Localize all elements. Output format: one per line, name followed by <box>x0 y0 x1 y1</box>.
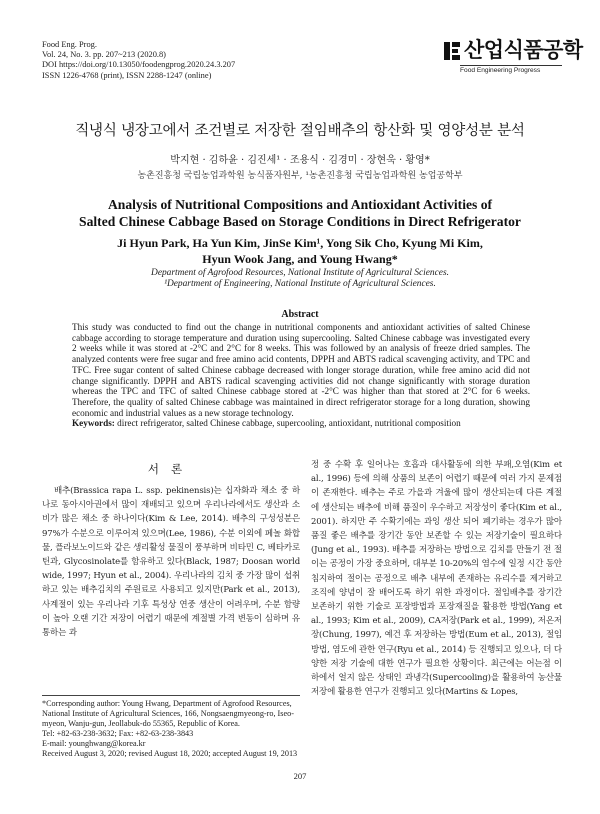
english-authors <box>0 236 600 267</box>
footnote-dates: Received August 3, 2020; revised August 18, 2020; accepted August 19, 2013 <box>42 749 298 758</box>
english-authors-line: Hyun Wook Jang, and Young Hwang* <box>202 251 398 266</box>
keywords <box>72 418 542 429</box>
korean-title: 직냉식 냉장고에서 조건별로 저장한 절임배추의 항산화 및 영양성분 분석 <box>75 123 525 139</box>
footnote-divider <box>42 695 300 696</box>
english-affiliation-line: ¹Department of Engineering, National Institute of Agricultural Sciences. <box>164 279 436 289</box>
journal-volume: Vol. 24, No. 3. pp. 207~213 (2020.8) <box>42 50 166 60</box>
section-heading-introduction: 서론 <box>147 462 195 476</box>
body-column-left <box>42 484 300 640</box>
keywords-list: direct refrigerator, salted Chinese cabbage, supercooling, antioxidant, nutritional composition <box>117 418 461 428</box>
logo-subtitle: Food Engineering Progress <box>460 67 541 74</box>
journal-logo <box>442 34 583 94</box>
english-authors-line: Ji Hyun Park, Ha Yun Kim, JinSe Kim¹, Yong Sik Cho, Kyung Mi Kim, <box>117 236 483 250</box>
body-paragraph: 배추(Brassica rapa L. ssp. pekinensis)는 십자화과 채소 중 하나로 동아시아권에서 많이 재배되고 있으며 우리나라에서도 생산과 소비가 많은 채소 중 하나이다(Kim & Lee, 2014). 배추의 구성성분은 97%가 수분으로 이루어져 있으며(Lee, 1986), 수분 이외에 페놀 화합물, 플라보노이드와 같은 생리활성 물질이 풍부하며 비타민 C, 베타카로틴과, Glycosinolate를 함유하고 있다(Black, 1987; Doosan world wide, 1997; Hyun et al., 2004). 우리나라의 김치 중 가장 많이 섭취하고 있는 배추김치의 주원료로 사용되고 있지만(Park et al., 2013), 사계절이 있는 우리나라 기후 특성상 연중 생산이 어려우며, 수분 함량이 높아 오랜 기간 저장이 어렵기 때문에 계절별 가격 변동이 심하며 유통하는 과 <box>42 486 300 639</box>
logo-mark-icon <box>442 40 462 62</box>
footnote-corresponding-author: *Corresponding author: Young Hwang, Department of Agrofood Resources, National Institute of Agricultural Sciences, 166, Nongsaengmyeong-ro, Iseo-myeon, Wanju-gun, Jeollabuk-do 55365, Republic of Korea. <box>42 699 294 728</box>
english-title-line: Salted Chinese Cabbage Based on Storage Conditions in Direct Refrigerator <box>79 214 521 229</box>
journal-info <box>42 40 235 81</box>
english-title-line: Analysis of Nutritional Compositions and Antioxidant Activities of <box>107 197 493 212</box>
journal-issn: ISSN 1226-4768 (print), ISSN 2288-1247 (online) <box>42 70 212 80</box>
english-affiliation-line: Department of Agrofood Resources, National Institute of Agricultural Sciences. <box>151 268 449 278</box>
logo-divider <box>460 65 562 66</box>
english-title <box>0 196 600 230</box>
abstract-heading: Abstract <box>281 309 319 320</box>
keywords-label: Keywords: <box>72 418 115 428</box>
korean-authors: 박지현 · 김하윤 · 김진세¹ · 조용식 · 김경미 · 장현욱 · 황영* <box>170 155 430 166</box>
footnote <box>42 699 300 759</box>
journal-doi: DOI https://doi.org/10.13050/foodengprog.2020.24.3.207 <box>42 60 236 70</box>
abstract-text: This study was conducted to find out the change in nutritional components and antioxidant activities of salted Chinese cabbage according to storage temperature and duration using supercooling. Salted Chinese cabbage was investigated every 2 weeks while it was stored at -2°C and 2°C for 8 weeks. This was followed by an analysis of freeze dried samples. The analyzed contents were free sugar and free amino acid contents, DPPH and ABTS radical scavenging activity, and TPC and TFC. Free sugar content of salted Chinese cabbage decreased with longer storage duration, while free amino acid did not change significantly. DPPH and ABTS radical scavenging activities did not change significantly with storage duration whereas the TPC and TFC of salted Chinese cabbage stored at -2°C was higher than that stored at 2°C for 6 weeks. Therefore, the quality of salted Chinese cabbage was maintained in direct refrigerator storage for a long duration, showing economic and industrial values as a new storage technology. <box>72 322 530 418</box>
logo-title: 산업식품공학 <box>464 38 583 62</box>
korean-affiliation: 농촌진흥청 국립농업과학원 농식품자원부, ¹농촌진흥청 국립농업과학원 농업공학부 <box>137 171 463 181</box>
body-column-right <box>311 458 562 699</box>
body-paragraph: 정 중 수확 후 일어나는 호흡과 대사활동에 의한 부패,오염(Kim et al., 1996) 등에 의해 상품의 보존이 어렵기 때문에 여러 가지 문제점이 존재한다. 배추는 주로 가을과 겨울에 많이 생산되는데 다른 계절에 생산되는 배추에 비해 품질이 우수하고 저장성이 좋다(Kim et al., 2001). 하지만 주 수확기에는 과잉 생산 되어 폐기하는 경우가 많아 품질 좋은 배추를 장기간 동안 보존할 수 있는 저장기술이 필요하다(Jung et al., 1993). 배추를 저장하는 방법으로 김치를 만들기 전 절이는 공정이 가장 중요하며, 대부분 10-20%의 염수에 일정 시간 동안 침지하여 절이는 공정으로 배추 내부에 존재하는 유리수를 제거하고 조직에 양념이 잘 배어도록 하기 위한 과정이다. 절임배추를 장기간 보존하기 위한 기술로 포장방법과 포장재질을 활용한 방법(Yang et al., 1993; Kim et al., 2009), CA저장(Park et al., 1999), 저온저장(Chung, 1997), 예건 후 저장하는 방법(Eum et al., 2013), 절임 방법, 염도에 관한 연구(Ryu et al., 2014) 등 진행되고 있으나, 더 다양한 저장 기술에 대한 연구가 필요한 상황이다. 최근에는 어는점 이하에서 얼지 않은 상태인 과냉각(Supercooling)을 활용하여 농산물 저장에 활용한 연구가 진행되고 있다(Martins & Lopes, <box>311 460 562 698</box>
footnote-email: E-mail: younghwang@korea.kr <box>42 739 146 748</box>
footnote-phone: Tel: +82-63-238-3632; Fax: +82-63-238-3843 <box>42 729 194 738</box>
journal-name: Food Eng. Prog. <box>42 40 97 49</box>
page-number: 207 <box>293 771 307 781</box>
english-affiliation <box>0 268 600 290</box>
